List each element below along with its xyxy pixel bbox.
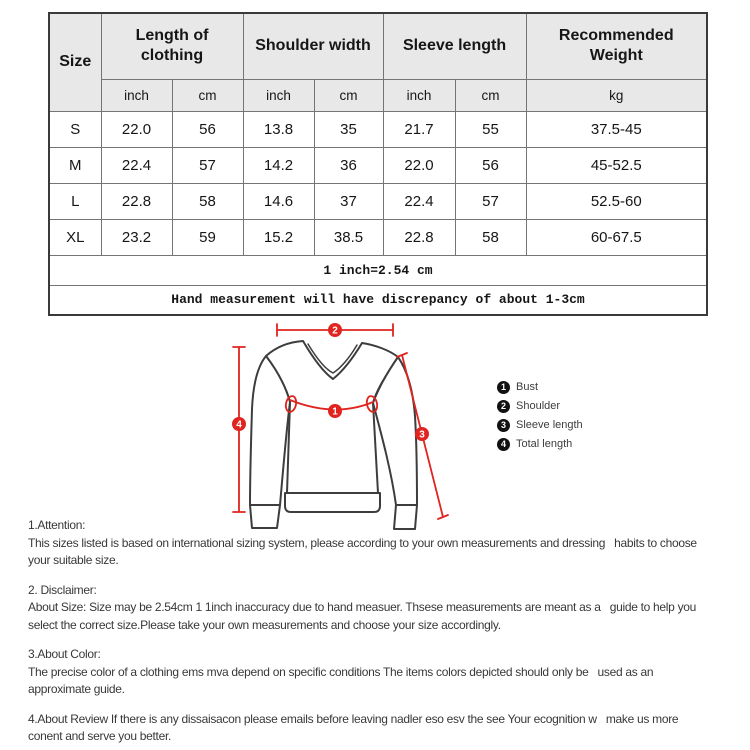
note-row-hand-measurement	[49, 285, 707, 315]
column-header-weight	[526, 13, 707, 79]
legend-label: Sleeve length	[516, 419, 583, 431]
value-cell: 37	[314, 183, 383, 219]
size-cell: L	[49, 183, 101, 219]
section-heading: 1.Attention:	[28, 518, 86, 532]
legend-number-badge: 1	[497, 381, 510, 394]
value-cell: 22.4	[383, 183, 455, 219]
legend-number-badge: 2	[497, 400, 510, 413]
note-text: Hand measurement will have discrepancy of about 1-3cm	[49, 285, 707, 315]
value-cell: 15.2	[243, 219, 314, 255]
value-cell: 37.5-45	[526, 111, 707, 147]
value-cell: 58	[455, 219, 526, 255]
unit-header-weight-kg: kg	[526, 79, 707, 111]
column-header-length	[101, 13, 243, 79]
size-row-l	[49, 183, 707, 219]
value-cell: 35	[314, 111, 383, 147]
value-cell: 22.0	[383, 147, 455, 183]
legend-item-total-length	[497, 438, 583, 451]
value-cell: 23.2	[101, 219, 172, 255]
size-row-m	[49, 147, 707, 183]
value-cell: 13.8	[243, 111, 314, 147]
value-cell: 59	[172, 219, 243, 255]
size-cell: S	[49, 111, 101, 147]
table-header-row	[49, 13, 707, 79]
unit-header-shoulder-inch: inch	[243, 79, 314, 111]
section-attention	[28, 517, 728, 570]
sweater-outline	[250, 341, 417, 529]
value-cell: 56	[172, 111, 243, 147]
value-cell: 56	[455, 147, 526, 183]
marker-shoulder-number: 2	[332, 325, 338, 337]
value-cell: 21.7	[383, 111, 455, 147]
sweater-diagram	[224, 314, 494, 534]
section-text-line: About Size: Size may be 2.54cm 1 1inch inaccuracy due to hand measuer. Thsese measurements are meant as a guide to help you	[28, 600, 697, 614]
value-cell: 22.8	[101, 183, 172, 219]
section-text-line: conent and serve you better.	[28, 729, 172, 743]
column-header-sleeve-label: Sleeve length	[402, 37, 507, 55]
value-cell: 22.4	[101, 147, 172, 183]
section-text-line: your suitable size.	[28, 553, 119, 567]
legend-label: Shoulder	[516, 400, 561, 412]
unit-header-row	[49, 79, 707, 111]
column-header-sleeve	[383, 13, 526, 79]
column-header-shoulder-label: Shoulder width	[255, 37, 371, 55]
section-text-line: This sizes listed is based on international sizing system, please according to your own measurements and dressing habits to choose	[28, 535, 697, 550]
legend-number-badge: 3	[497, 419, 510, 432]
section-heading: 2. Disclaimer:	[28, 582, 97, 597]
unit-header-length-inch: inch	[101, 79, 172, 111]
section-text-line: approximate guide.	[28, 682, 125, 696]
size-row-xl	[49, 219, 707, 255]
measurement-legend	[497, 381, 583, 451]
legend-item-sleeve-length	[497, 419, 583, 432]
note-row-inch-conversion	[49, 255, 707, 285]
value-cell: 14.2	[243, 147, 314, 183]
value-cell: 55	[455, 111, 526, 147]
marker-length-number: 4	[236, 419, 242, 431]
value-cell: 57	[172, 147, 243, 183]
value-cell: 45-52.5	[526, 147, 707, 183]
legend-number-badge: 4	[497, 438, 510, 451]
column-header-length-label: Length of clothing	[135, 27, 209, 65]
section-text-line: The precise color of a clothing ems mva depend on specific conditions The items colors depicted should only be used as an	[28, 664, 654, 679]
value-cell: 57	[455, 183, 526, 219]
unit-header-sleeve-inch: inch	[383, 79, 455, 111]
size-cell: XL	[49, 219, 101, 255]
section-disclaimer	[28, 582, 728, 635]
marker-sleeve-number: 3	[419, 429, 425, 441]
marker-bust-number: 1	[332, 406, 338, 418]
legend-item-shoulder	[497, 400, 583, 413]
value-cell: 38.5	[314, 219, 383, 255]
unit-header-length-cm: cm	[172, 79, 243, 111]
size-chart-table	[48, 12, 708, 316]
value-cell: 60-67.5	[526, 219, 707, 255]
legend-label: Total length	[516, 438, 573, 450]
legend-item-bust	[497, 381, 583, 394]
column-header-size	[49, 13, 101, 111]
value-cell: 52.5-60	[526, 183, 707, 219]
section-about-color	[28, 646, 728, 699]
unit-header-sleeve-cm: cm	[455, 79, 526, 111]
section-text-line: select the correct size.Please take your own measurements and choose your size accordingly.	[28, 617, 501, 632]
section-heading: 3.About Color:	[28, 647, 101, 661]
column-header-shoulder	[243, 13, 383, 79]
value-cell: 58	[172, 183, 243, 219]
section-text-line: 4.About Review If there is any dissaisacon please emails before leaving nadler eso esv the see Your ecognition w make us more	[28, 711, 679, 726]
size-row-s	[49, 111, 707, 147]
value-cell: 14.6	[243, 183, 314, 219]
info-sections	[28, 517, 728, 750]
unit-header-shoulder-cm: cm	[314, 79, 383, 111]
size-cell: M	[49, 147, 101, 183]
sweater-hem-band	[285, 493, 380, 512]
column-header-size-label: Size	[59, 53, 92, 71]
section-about-review	[28, 711, 728, 746]
note-text: 1 inch=2.54 cm	[49, 255, 707, 285]
column-header-weight-label: Recommended Weight	[558, 27, 674, 65]
value-cell: 36	[314, 147, 383, 183]
legend-label: Bust	[516, 381, 539, 393]
value-cell: 22.8	[383, 219, 455, 255]
value-cell: 22.0	[101, 111, 172, 147]
